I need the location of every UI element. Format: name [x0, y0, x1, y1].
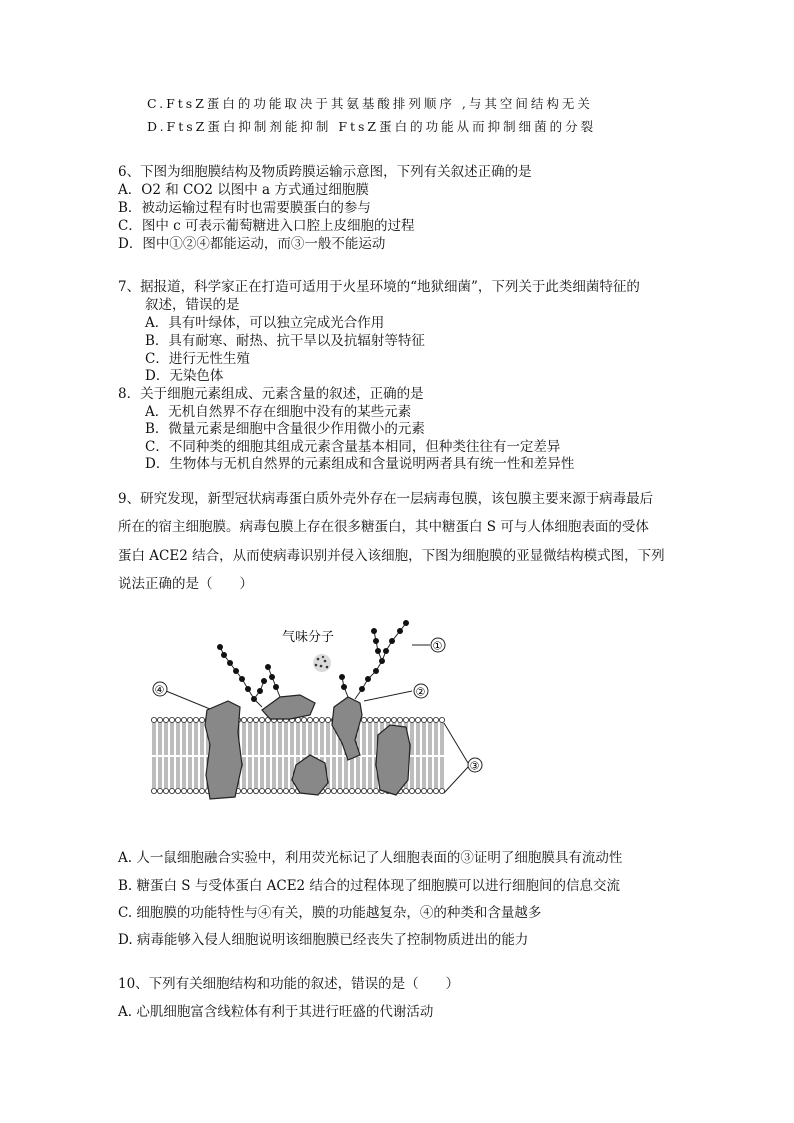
q6-option-d: D．图中①②④都能运动，而③一般不能运动 [118, 236, 386, 252]
q7-option-d: D．无染色体 [145, 368, 224, 384]
label-1: ① [432, 639, 443, 653]
q7-stem-line2: 叙述，错误的是 [145, 297, 240, 313]
q7-option-c: C．进行无性生殖 [145, 351, 250, 367]
leader-4 [166, 691, 210, 709]
leader-3b [444, 767, 468, 793]
leader-2 [364, 691, 412, 701]
sugar-bead [359, 686, 365, 692]
protein-2 [332, 697, 362, 760]
sugar-bead [233, 668, 239, 674]
sugar-bead [269, 674, 275, 680]
sugar-bead [245, 686, 251, 692]
q8-stem: 8．关于细胞元素组成、元素含量的叙述，正确的是 [118, 386, 424, 402]
sugar-bead [373, 638, 379, 644]
q6-stem: 6、下图为细胞膜结构及物质跨膜运输示意图，下列有关叙述正确的是 [118, 164, 532, 180]
q6-option-c: C．图中 c 可表示葡萄糖进入口腔上皮细胞的过程 [118, 218, 415, 234]
q9-option-d: D. 病毒能够入侵人细胞说明该细胞膜已经丧失了控制物质进出的能力 [118, 932, 529, 948]
q6-option-b: B．被动运输过程有时也需要膜蛋白的参与 [118, 200, 371, 216]
q7-option-b: B．具有耐寒、耐热、抗干旱以及抗辐射等特征 [145, 333, 425, 349]
sugar-bead [371, 628, 377, 634]
q7-stem-line1: 7、据报道，科学家正在打造可适用于火星环境的“地狱细菌”，下列关于此类细菌特征的 [118, 279, 640, 295]
inner-protein [292, 755, 328, 795]
sugar-bead [265, 664, 271, 670]
sugar-bead [339, 674, 345, 680]
q9-stem-line1: 9、研究发现，新型冠状病毒蛋白质外壳外存在一层病毒包膜，该包膜主要来源于病毒最后 [118, 491, 654, 507]
sugar-bead [365, 676, 371, 682]
sugar-bead [389, 638, 395, 644]
cell-membrane-diagram [150, 615, 490, 815]
q8-option-d: D．生物体与无机自然界的元素组成和含量说明两者具有统一性和差异性 [145, 456, 575, 472]
q10-stem: 10、下列有关细胞结构和功能的叙述，错误的是（ ） [118, 976, 460, 992]
q8-option-c: C．不同种类的细胞其组成元素含量基本相同，但种类往往有一定差异 [145, 439, 561, 455]
q8-option-b: B．微量元素是细胞中含量很少作用微小的元素 [145, 421, 425, 437]
q6-option-a: A．O2 和 CO2 以图中 a 方式通过细胞膜 [118, 182, 369, 198]
sugar-bead [227, 660, 233, 666]
sugar-bead [217, 644, 223, 650]
q9-stem-line3: 蛋白 ACE2 结合，从而使病毒识别并侵入该细胞，下图为细胞膜的亚显微结构模式图，下列 [118, 548, 665, 564]
q5-option-d: D.FtsZ蛋白抑制剂能抑制 FtsZ蛋白的功能从而抑制细菌的分裂 [147, 119, 597, 134]
sugar-bead [375, 648, 381, 654]
odor-label: 气味分子 [282, 630, 335, 645]
label-3: ③ [469, 759, 480, 773]
protein-4 [205, 701, 242, 799]
q8-option-a: A．无机自然界不存在细胞中没有的某些元素 [145, 404, 412, 420]
sugar-bead [261, 678, 267, 684]
sugar-bead [221, 652, 227, 658]
q9-stem-line4: 说法正确的是（ ） [118, 576, 253, 592]
sugar-bead [257, 688, 263, 694]
sugar-bead [239, 676, 245, 682]
q9-option-a: A. 人一鼠细胞融合实验中，利用荧光标记了人细胞表面的③证明了细胞膜具有流动性 [118, 850, 623, 866]
q9-option-b: B. 糖蛋白 S 与受体蛋白 ACE2 结合的过程体现了细胞膜可以进行细胞间的信息交流 [118, 878, 620, 894]
right-protein [376, 725, 410, 795]
surface-protein [262, 695, 315, 719]
q5-option-c: C.FtsZ蛋白的功能取决于其氨基酸排列顺序 ,与其空间结构无关 [147, 96, 593, 111]
sugar-bead [403, 620, 409, 626]
odor-molecule [313, 654, 331, 672]
q10-option-a: A. 心肌细胞富含线粒体有利于其进行旺盛的代谢活动 [118, 1004, 434, 1020]
membrane-svg [150, 615, 490, 815]
label-2: ② [415, 685, 426, 699]
q7-option-a: A．具有叶绿体，可以独立完成光合作用 [145, 315, 385, 331]
sugar-bead [397, 628, 403, 634]
sugar-bead [373, 668, 379, 674]
q9-stem-line2: 所在的宿主细胞膜。病毒包膜上存在很多糖蛋白，其中糖蛋白 S 可与人体细胞表面的受体 [118, 519, 649, 535]
sugar-bead [341, 684, 347, 690]
sugar-bead [273, 684, 279, 690]
leader-3a [444, 723, 468, 763]
label-4: ④ [154, 683, 165, 697]
sugar-bead [383, 648, 389, 654]
q9-option-c: C. 细胞膜的功能特性与④有关，膜的功能越复杂，④的种类和含量越多 [118, 905, 542, 921]
